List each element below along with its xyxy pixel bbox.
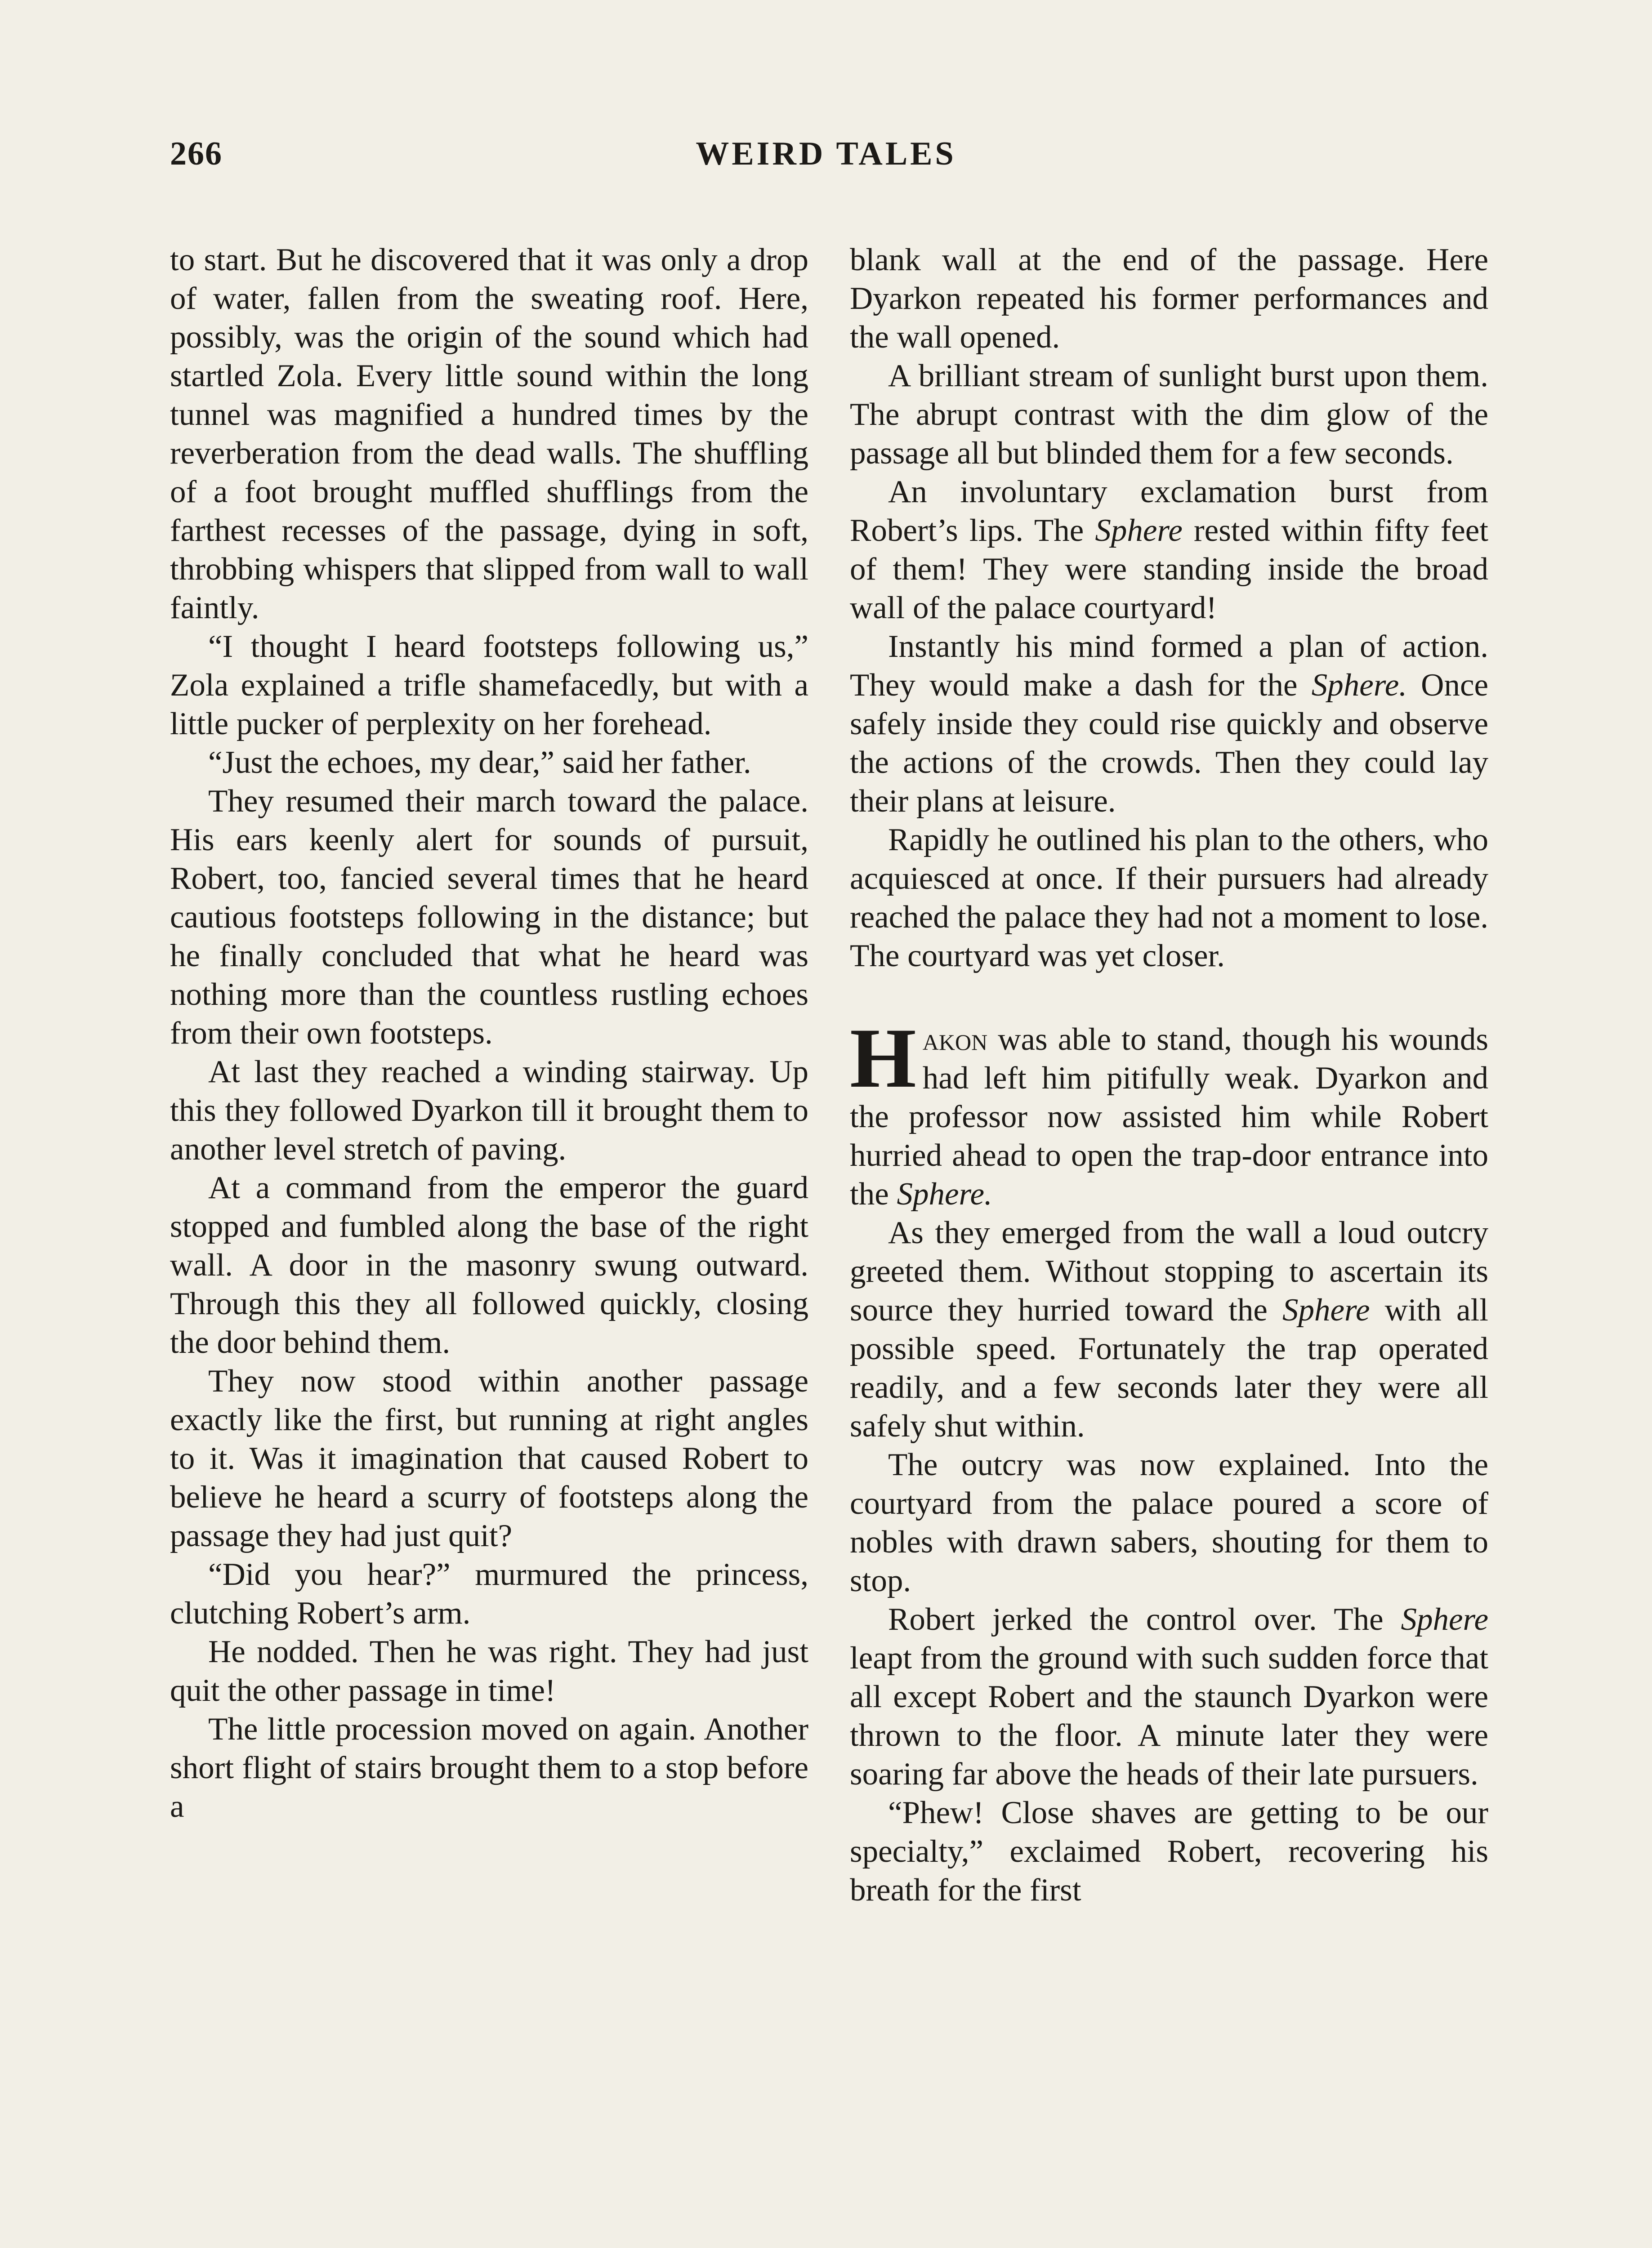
italic-text: Sphere. xyxy=(1311,668,1407,703)
left-column xyxy=(170,241,808,2248)
italic-text: Sphere xyxy=(1282,1293,1370,1328)
paragraph: “Just the echoes, my dear,” said her father. xyxy=(208,745,751,780)
paragraph: He nodded. Then he was right. They had just quit the other passage in time! xyxy=(170,1634,808,1708)
text-run: leapt from the ground with such sudden force that all except Robert and the staunch Dyarkon were thrown to the floor. A minute later they were soaring far above the heads of their late pursuers. xyxy=(850,1641,1488,1792)
text-run: Instantly his mind formed a plan of action. They would make a dash for the xyxy=(850,629,1488,703)
paragraph: “Did you hear?” murmured the princess, clutching Robert’s arm. xyxy=(170,1557,808,1631)
paragraph: The outcry was now explained. Into the courtyard from the palace poured a score of nobles with drawn sabers, shouting for them to stop. xyxy=(850,1447,1488,1598)
right-column xyxy=(850,241,1488,2248)
paragraph xyxy=(850,1600,1488,1793)
text-run: As they emerged from the wall a loud outcry greeted them. Without stopping to ascertain its source they hurried toward the xyxy=(850,1215,1488,1328)
paragraph: blank wall at the end of the passage. Here Dyarkon repeated his former performances and the wall opened. xyxy=(850,242,1488,355)
paragraph: They now stood within another passage exactly like the first, but running at right angles to it. Was it imagination that caused Robert to believe he heard a scurry of footsteps along the passage they had just quit? xyxy=(170,1364,808,1553)
paragraph xyxy=(850,627,1488,821)
drop-cap: H xyxy=(850,1011,916,1106)
paragraph: A brilliant stream of sunlight burst upon them. The abrupt contrast with the dim glow of the passage all but blinded them for a few seconds. xyxy=(850,358,1488,471)
text-run: was able to stand, though his wounds had left him pitifully weak. Dyarkon and the professor now assisted him while Robert hurried ahead to open the trap-door entrance into the xyxy=(850,1022,1488,1212)
paragraph: to start. But he discovered that it was only a drop of water, fallen from the sweating roof. Here, possibly, was the origin of the sound which had startled Zola. Every little sound within the long tunnel was magnified a hundred times by the reverberation from the dead walls. The shuffling of a foot brought muffled shufflings from the farthest recesses of the passage, dying in soft, throbbing whispers that slipped from wall to wall faintly. xyxy=(170,242,808,625)
text-run: rested within fifty feet of them! They were standing inside the broad wall of the palace courtyard! xyxy=(850,513,1488,625)
italic-text: Sphere xyxy=(1401,1602,1488,1637)
text-run: with all possible speed. Fortunately the trap operated readily, and a few seconds later they were all safely shut within. xyxy=(850,1293,1488,1444)
paragraph: Rapidly he outlined his plan to the others, who acquiesced at once. If their pursuers had already reached the palace they had not a moment to lose. The courtyard was yet closer. xyxy=(850,822,1488,973)
paragraph: At last they reached a winding stairway. Up this they followed Dyarkon till it brought them to another level stretch of paving. xyxy=(170,1054,808,1167)
paragraph xyxy=(850,1213,1488,1445)
paragraph xyxy=(850,473,1488,627)
italic-text: Sphere xyxy=(1095,513,1183,548)
page-header xyxy=(0,135,1652,193)
running-title: WEIRD TALES xyxy=(696,135,956,172)
paragraph: The little procession moved on again. Another short flight of stairs brought them to a stop before a xyxy=(170,1712,808,1824)
paragraph: “Phew! Close shaves are getting to be our specialty,” exclaimed Robert, recovering his breath for the first xyxy=(850,1795,1488,1908)
text-run: Once safely inside they could rise quickly and observe the actions of the crowds. Then they could lay their plans at leisure. xyxy=(850,668,1488,819)
small-caps-text: akon xyxy=(922,1022,988,1057)
text-run: An involuntary exclamation burst from Robert’s lips. The xyxy=(850,474,1488,548)
paragraph: “I thought I heard footsteps following us,” Zola explained a trifle shamefacedly, but with a little pucker of perplexity on her forehead. xyxy=(170,629,808,741)
page-number: 266 xyxy=(170,135,223,172)
text-run: Robert jerked the control over. The xyxy=(888,1602,1401,1637)
section-start-paragraph xyxy=(850,1011,1488,1213)
italic-text: Sphere. xyxy=(897,1177,992,1212)
paragraph: At a command from the emperor the guard stopped and fumbled along the base of the right wall. A door in the masonry swung outward. Through this they all followed quickly, closing the door behind them. xyxy=(170,1170,808,1360)
paragraph: They resumed their march toward the palace. His ears keenly alert for sounds of pursuit, Robert, too, fancied several times that he heard cautious footsteps following in the distance; but he finally concluded that what he heard was nothing more than the countless rustling echoes from their own footsteps. xyxy=(170,784,808,1051)
